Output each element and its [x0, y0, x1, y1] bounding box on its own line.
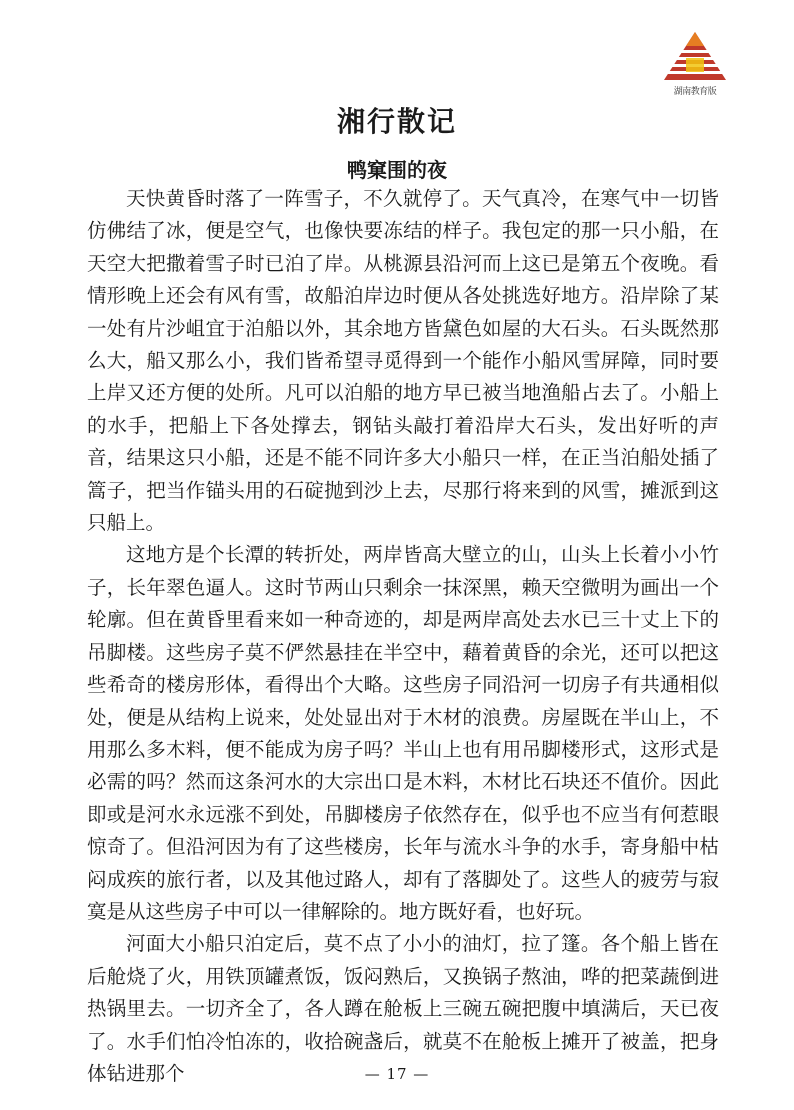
- paragraph-2: 这地方是个长潭的转折处，两岸皆高大壁立的山，山头上长着小小竹子，长年翠色逼人。这时节两山只剩余一抹深黑，赖天空微明为画出一个轮廓。但在黄昏里看来如一种奇迹的，却是两岸高处去水已三十丈上下的吊脚楼。这些房子莫不俨然悬挂在半空中，藉着黄昏的余光，还可以把这些希奇的楼房形体，看得出个大略。这些房子同沿河一切房子有共通相似处，便是从结构上说来，处处显出对于木材的浪费。房屋既在半山上，不用那么多木料，便不能成为房子吗？半山上也有用吊脚楼形式，这形式是必需的吗？然而这条河水的大宗出口是木料，木材比石块还不值价。因此即或是河水永远涨不到处，吊脚楼房子依然存在，似乎也不应当有何惹眼惊奇了。但沿河因为有了这些楼房，长年与流水斗争的水手，寄身船中枯闷成疾的旅行者，以及其他过路人，却有了落脚处了。这些人的疲劳与寂寞是从这些房子中可以一律解除的。地方既好看，也好玩。: [87, 543, 719, 923]
- paragraph-1: 天快黄昏时落了一阵雪子，不久就停了。天气真冷，在寒气中一切皆仿佛结了冰，便是空气，也像快要冻结的样子。我包定的那一只小船，在天空大把撒着雪子时已泊了岸。从桃源县沿河而上这已是第五个夜晚。看情形晚上还会有风有雪，故船泊岸边时便从各处挑选好地方。沿岸除了某一处有片沙岨宜于泊船以外，其余地方皆黛色如屋的大石头。石头既然那么大，船又那么小，我们皆希望寻觅得到一个能作小船风雪屏障，同时要上岸又还方便的处所。凡可以泊船的地方早已被当地渔船占去了。小船上的水手，把船上下各处撑去，钢钻头敲打着沿岸大石头，发出好听的声音，结果这只小船，还是不能不同许多大小船只一样，在正当泊船处插了篙子，把当作锚头用的石碇抛到沙上去，尽那行将来到的风雪，摊派到这只船上。: [87, 187, 719, 535]
- page-number: — 17 —: [364, 1065, 430, 1083]
- paragraph-3: 河面大小船只泊定后，莫不点了小小的油灯，拉了篷。各个船上皆在后舱烧了火，用铁顶罐煮饭，饭闷熟后，又换锅子熬油，哗的把菜蔬倒进热锅里去。一切齐全了，各人蹲在舱板上三碗五碗把腹中填满后，天已夜了。水手们怕冷怕冻的，收拾碗盏后，就莫不在舱板上摊开了被盖，把身体钻进那个: [87, 932, 719, 1085]
- logo-text: 湖南教育版: [673, 87, 717, 97]
- triangle-logo-icon: [656, 28, 734, 84]
- page-title: 湘行散记: [336, 105, 457, 138]
- publisher-logo: [656, 28, 734, 98]
- chapter-subtitle: 鸭窠围的夜: [347, 158, 447, 182]
- article-body: [87, 183, 719, 1090]
